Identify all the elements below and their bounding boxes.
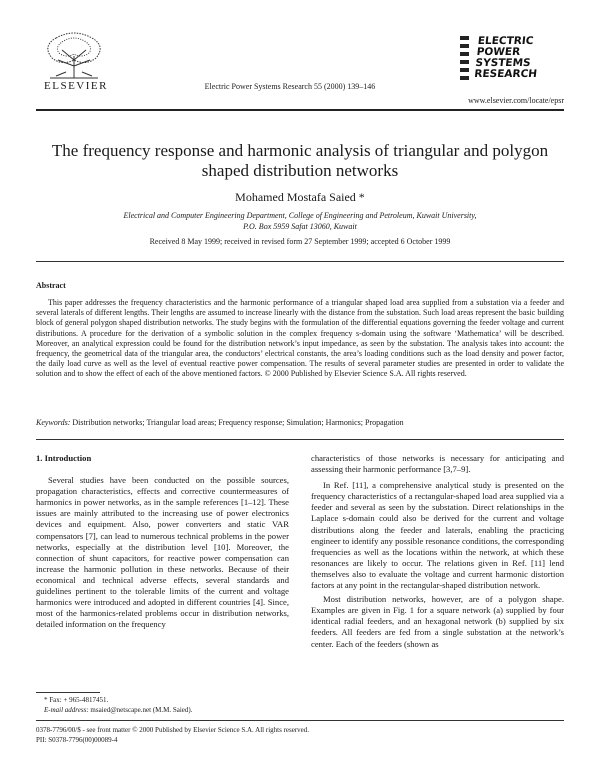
keywords: [36, 418, 564, 427]
header-divider: [36, 109, 564, 111]
article-dates: Received 8 May 1999; received in revised form 27 September 1999; accepted 6 October 1999: [149, 237, 451, 246]
journal-url[interactable]: www.elsevier.com/locate/epsr: [468, 96, 564, 105]
body-paragraph: In Ref. [11], a comprehensive analytical study is presented on the frequency characteristics of a rectangular-shaped load area supplied via a feeder and several as seen by the substation. Direct relationships in the Laplace s-domain could also be derived for the current and voltage distributions along the feeder and laterals, enabling the practicing engineer to identify any possible resonance conditions, the corresponding frequencies as well as the locations within the network, at which these resonances are likely to occur. The relations given in Ref. [11] lend themselves also to evaluate the voltage and current harmonic distortion factors at any point in the rectangular-shaped distribution network.: [311, 480, 564, 591]
author-name: Mohamed Mostafa Saied *: [235, 190, 365, 204]
copyright-divider: [36, 720, 564, 721]
footnote-email-label: E-mail address:: [44, 705, 89, 714]
publisher-name: ELSEVIER: [44, 80, 108, 92]
journal-logo-text: [474, 36, 575, 80]
journal-logo-line: SYSTEMS: [474, 57, 532, 69]
body-paragraph: Several studies have been conducted on the possible sources, propagation characteristics, effects and corrective countermeasures of harmonics in power networks, as in the sample references [1–12]. These issues are mainly attributed to the increasing use of power electronics devices and equipment. Also, power converters and static VAR compensators [7], can lead to numerous technical problems in the power networks, especially at the distribution level [10]. Moreover, the connection of shunt capacitors, for reactive power compensation can increase the harmonic pollution in these networks. Because of their economical and technical adverse effects, several standards and guidelines pertinent to the tolerable limits of the current and voltage harmonics were introduced and adopted in different countries [4]. Since, most of the harmonics-related problems occur in distribution networks, detailed information on the frequency: [36, 475, 289, 630]
keywords-label: Keywords:: [36, 418, 71, 427]
copyright-line: 0378-7796/00/$ - see front matter © 2000 Published by Elsevier Science S.A. All rights reserved.: [36, 726, 310, 734]
body-column-left: [36, 453, 289, 630]
journal-logo-line: POWER: [476, 46, 521, 58]
abstract-text: This paper addresses the frequency characteristics and the harmonic performance of a triangular shaped load area supplied from a substation via a feeder and several laterals of different lengths. Their lengths are assumed to increase linearly with the distance from the substation. Such load areas represent the basic building block of general polygon shaped distribution networks. The study begins with the formulation of the differential equations governing the feeder voltage and current distributions. A procedure for the derivation of a symbolic solution in the complex frequency s-domain using the software ‘Mathematica’ will be described. Moreover, an analytical expression could be found for the distribution network’s input impedance, as seen by the substation. The analysis takes into account: the frequency, the geometrical data of the triangular area, the conductors’ electrical constants, the area’s loading conditions such as the load density and power factor, the daily load curve as well as the level of eventual reactive power compensation. The results of several parameter studies are presented in order to validate the solution and to show the effect of each of the above mentioned factors. © 2000 Published by Elsevier Science S.A. All rights reserved.: [36, 298, 564, 379]
affiliation-line: P.O. Box 5959 Safat 13060, Kuwait: [243, 221, 357, 231]
keywords-list: Distribution networks; Triangular load areas; Frequency response; Simulation; Harmonics; Propagation: [72, 418, 404, 427]
section-heading: 1. Introduction: [36, 453, 92, 463]
abstract-bottom-divider: [36, 439, 564, 440]
footnote-email[interactable]: msaied@netscape.net (M.M. Saied).: [90, 705, 193, 714]
abstract-heading: Abstract: [36, 281, 66, 290]
abstract-top-divider: [36, 261, 564, 262]
pii-line: PII: S0378-7796(00)00089-4: [36, 735, 118, 744]
author-affiliation: [70, 211, 530, 232]
journal-logo-line: ELECTRIC: [477, 35, 535, 47]
footnote-fax: * Fax: + 965-4817451.: [44, 696, 109, 704]
journal-logo-line: RESEARCH: [473, 68, 538, 80]
footnote: [36, 696, 289, 715]
journal-citation: Electric Power Systems Research 55 (2000) 139–146: [204, 82, 376, 91]
body-column-right: [311, 453, 564, 650]
copyright-notice: [36, 726, 564, 745]
article-title: The frequency response and harmonic analysis of triangular and polygon shaped distribution networks: [51, 141, 549, 180]
body-paragraph: characteristics of those networks is necessary for anticipating and assessing their harmonic performance [3,7–9].: [311, 453, 564, 475]
footnote-divider: [36, 692, 100, 693]
body-paragraph: Most distribution networks, however, are of a polygon shape. Examples are given in Fig. 1 for a square network (a) supplied by four identical radial feeders, and an hexagonal network (b) supplied by six feeders. All feeders are fed from a single substation at the network’s center. Each of the feeders (shown as: [311, 594, 564, 649]
affiliation-line: Electrical and Computer Engineering Department, College of Engineering and Petroleum, Kuwait University,: [123, 211, 477, 220]
